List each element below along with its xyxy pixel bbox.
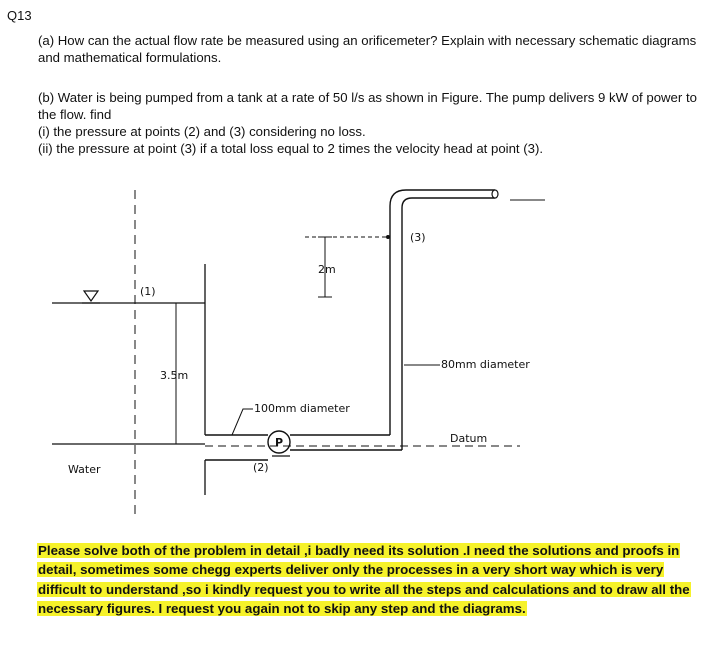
delivery-pipe-inner (390, 190, 495, 435)
label-datum: Datum (450, 432, 488, 445)
label-height-top: 2m (318, 263, 336, 276)
label-height-tank: 3.5m (160, 369, 189, 382)
part-a-text: (a) How can the actual flow rate be measured using an orificemeter? Explain with necessary schematic diagrams and mathematical formulations. (38, 33, 697, 65)
leader-100mm (232, 409, 253, 435)
free-surface-symbol (84, 291, 98, 301)
pump-system-figure (0, 180, 725, 530)
label-point-3: (3) (410, 231, 426, 244)
label-pump: P (275, 436, 284, 449)
label-pipe-80mm: 80mm diameter (441, 358, 530, 371)
pipe-outlet (492, 190, 498, 198)
part-b-block (38, 89, 703, 157)
label-pipe-100mm: 100mm diameter (254, 402, 350, 415)
point-3-dot (386, 235, 390, 239)
label-point-1: (1) (140, 285, 156, 298)
part-b-item-1: (i) the pressure at points (2) and (3) considering no loss. (38, 124, 366, 139)
part-b-intro: (b) Water is being pumped from a tank at a rate of 50 l/s as shown in Figure. The pump delivers 9 kW of power to the flow. find (38, 90, 697, 122)
label-water: Water (68, 463, 101, 476)
request-note (37, 541, 697, 619)
question-number: Q13 (7, 8, 32, 23)
part-b-item-2: (ii) the pressure at point (3) if a total loss equal to 2 times the velocity head at point (3). (38, 141, 544, 156)
request-note-text: Please solve both of the problem in detail ,i badly need its solution .I need the solutions and proofs in detail, sometimes some chegg experts deliver only the processes in a very short way which is very difficult to understand ,so i kindly request you to write all the steps and calculations and to draw all the necessary figures. I request you again not to skip any step and the diagrams. (38, 543, 690, 617)
label-point-2: (2) (253, 461, 269, 474)
